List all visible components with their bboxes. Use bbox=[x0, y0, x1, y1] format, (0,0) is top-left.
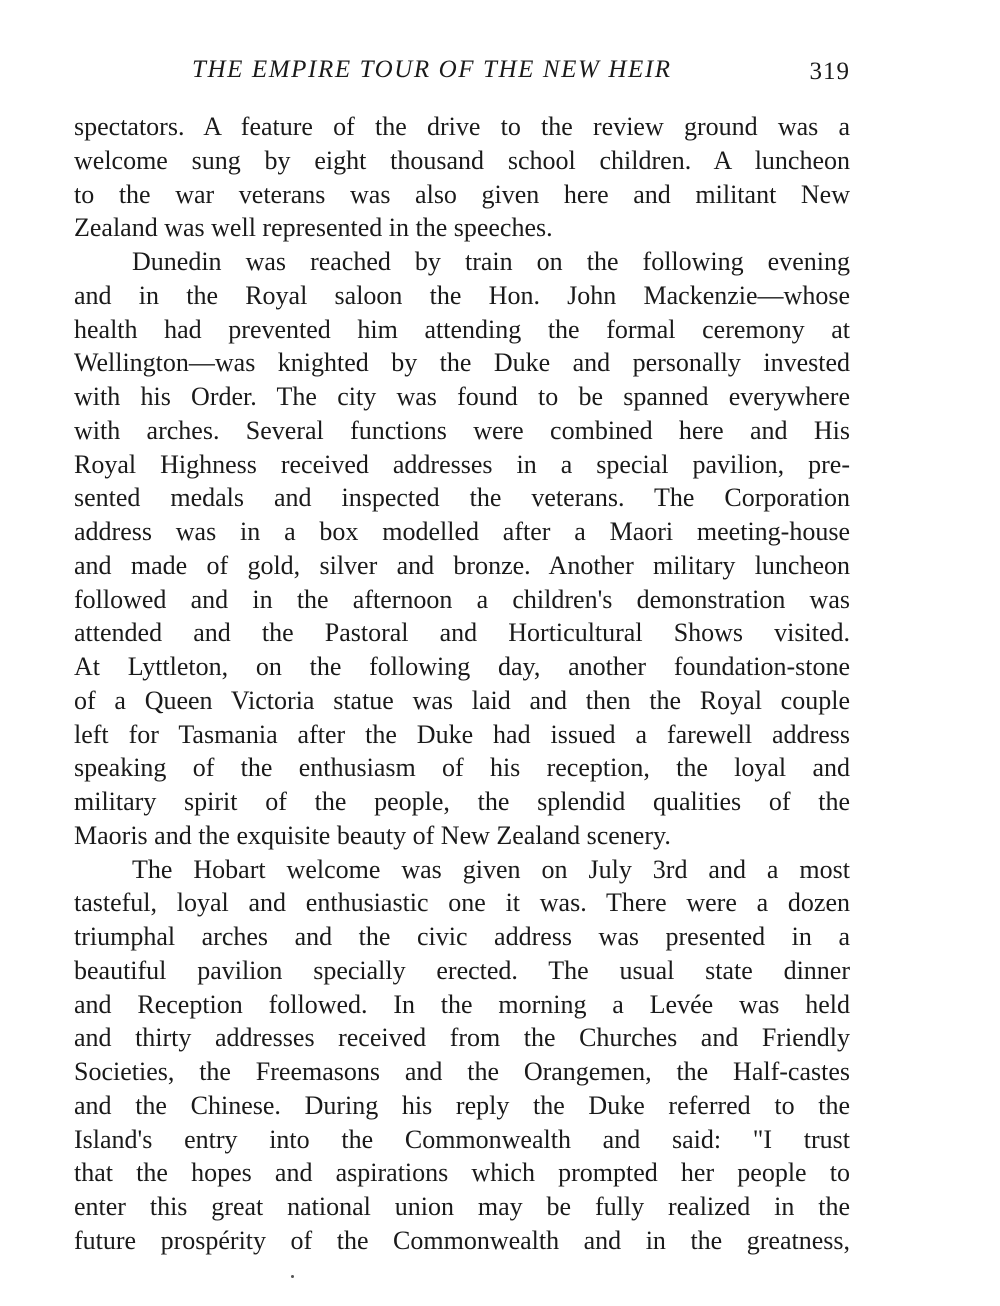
text-line: with arches. Several functions were combined here and His bbox=[74, 415, 850, 445]
text-line: and thirty addresses received from the Churches and Friendly bbox=[74, 1023, 850, 1053]
text-line: attended and the Pastoral and Horticultural Shows visited. bbox=[74, 618, 850, 648]
text-line: and the Chinese. During his reply the Duke referred to the bbox=[74, 1090, 850, 1120]
text-line: with his Order. The city was found to be spanned everywhere bbox=[74, 382, 850, 411]
text-line: tasteful, loyal and enthusiastic one it was. There were a dozen bbox=[74, 888, 850, 918]
running-head-title: THE EMPIRE TOUR OF THE NEW HEIR bbox=[192, 56, 672, 83]
text-line: welcome sung by eight thousand school children. A luncheon bbox=[74, 145, 850, 175]
text-line: sented medals and inspected the veterans. The Corporation bbox=[74, 483, 850, 513]
text-line: future prospérity of the Commonwealth and in the greatness, bbox=[74, 1225, 850, 1255]
text-line: that the hopes and aspirations which prompted her people to bbox=[74, 1158, 850, 1188]
text-line: At Lyttleton, on the following day, another foundation-stone bbox=[74, 652, 850, 681]
text-line: Dunedin was reached by train on the following evening bbox=[132, 247, 850, 276]
text-line: spectators. A feature of the drive to the review ground was a bbox=[74, 112, 850, 141]
text-line: and Reception followed. In the morning a Levée was held bbox=[74, 989, 850, 1019]
text-line: The Hobart welcome was given on July 3rd and a most bbox=[132, 854, 850, 884]
text-line: Royal Highness received addresses in a special pavilion, pre- bbox=[74, 449, 850, 479]
text-line: health had prevented him attending the formal ceremony at bbox=[74, 314, 850, 344]
page-number: 319 bbox=[809, 58, 850, 85]
text-line: speaking of the enthusiasm of his reception, the loyal and bbox=[74, 753, 850, 783]
text-line: followed and in the afternoon a children's demonstration was bbox=[74, 584, 850, 614]
body-text bbox=[74, 110, 850, 1258]
print-speck bbox=[291, 1275, 294, 1278]
text-line: military spirit of the people, the splendid qualities of the bbox=[74, 787, 850, 816]
text-line: address was in a box modelled after a Maori meeting-house bbox=[74, 517, 850, 546]
text-line: triumphal arches and the civic address was presented in a bbox=[74, 922, 850, 951]
text-line: beautiful pavilion specially erected. The usual state dinner bbox=[74, 955, 850, 985]
text-line: of a Queen Victoria statue was laid and then the Royal couple bbox=[74, 685, 850, 715]
text-line: enter this great national union may be fully realized in the bbox=[74, 1192, 850, 1221]
text-line: and made of gold, silver and bronze. Another military luncheon bbox=[74, 550, 850, 580]
text-line: and in the Royal saloon the Hon. John Mackenzie—whose bbox=[74, 280, 850, 310]
running-head bbox=[74, 56, 850, 90]
text-line: Wellington—was knighted by the Duke and personally invested bbox=[74, 348, 850, 378]
text-line: Island's entry into the Commonwealth and said: "I trust bbox=[74, 1124, 850, 1154]
text-line: left for Tasmania after the Duke had issued a farewell address bbox=[74, 719, 850, 749]
text-line: Maoris and the exquisite beauty of New Zealand scenery. bbox=[74, 820, 671, 850]
text-line: to the war veterans was also given here and militant New bbox=[74, 179, 850, 209]
text-line: Societies, the Freemasons and the Orangemen, the Half-castes bbox=[74, 1057, 850, 1086]
text-line: Zealand was well represented in the speeches. bbox=[74, 213, 553, 243]
